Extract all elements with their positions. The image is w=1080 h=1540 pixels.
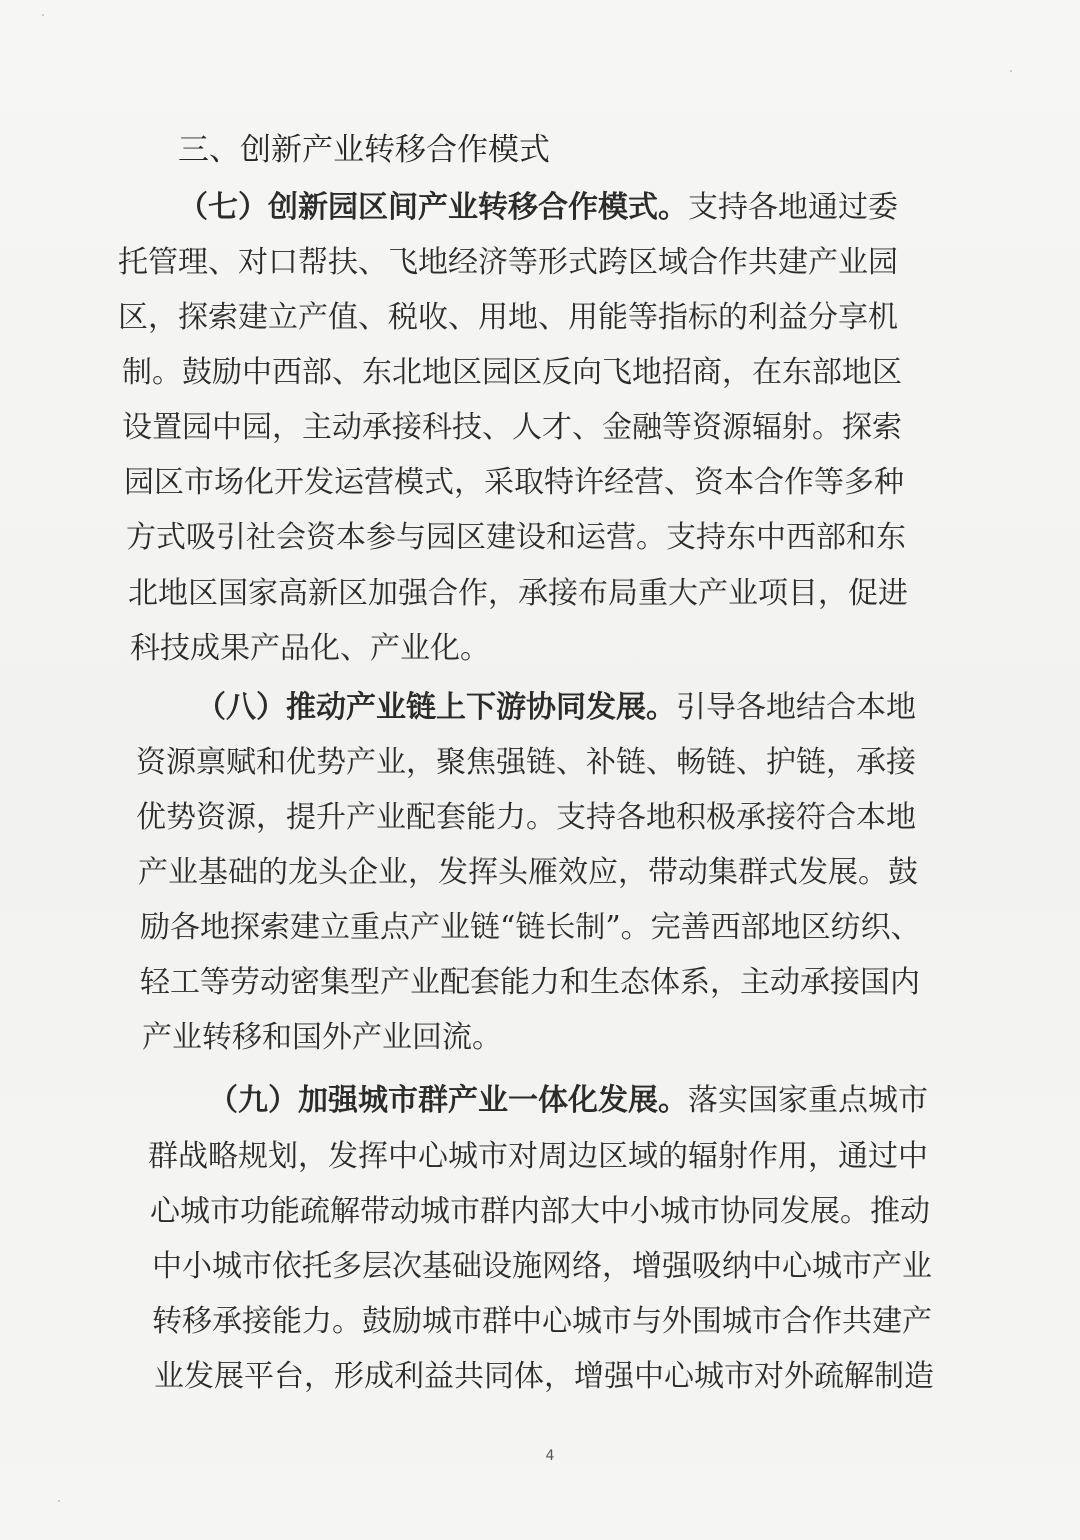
section8-line: 优势资源，提升产业配套能力。支持各地积极承接符合本地: [136, 800, 916, 835]
section-heading: 三、创新产业转移合作模式: [178, 132, 550, 168]
section9-first-line-rest: 落实国家重点城市: [688, 1083, 928, 1118]
page-number: 4: [545, 1448, 555, 1464]
section9-first-line: [208, 1081, 928, 1121]
section7-first-line-rest: 支持各地通过委: [688, 190, 898, 225]
section7-line: 区，探索建立产值、税收、用地、用能等指标的利益分享机: [118, 300, 898, 335]
section9-title: （九）加强城市群产业一体化发展。: [208, 1083, 688, 1118]
section9-line: 群战略规划，发挥中心城市对周边区域的辐射作用，通过中: [148, 1139, 928, 1174]
section8-line: 资源禀赋和优势产业，聚焦强链、补链、畅链、护链，承接: [136, 745, 916, 780]
section7-line: 方式吸引社会资本参与园区建设和运营。支持东中西部和东: [126, 520, 906, 555]
section7-line: 北地区国家高新区加强合作，承接布局重大产业项目，促进: [128, 576, 908, 611]
section8-line: 轻工等劳动密集型产业配套能力和生态体系，主动承接国内: [140, 965, 920, 1000]
section9-line: 心城市功能疏解带动城市群内部大中小城市协同发展。推动: [150, 1194, 930, 1229]
scan-speck: [58, 1500, 60, 1502]
section7-line: 制。鼓励中西部、东北地区园区反向飞地招商，在东部地区: [122, 355, 902, 390]
scan-speck: [1010, 70, 1012, 72]
scan-speck: [42, 14, 44, 16]
section8-line: 产业转移和国外产业回流。: [142, 1020, 502, 1055]
section8-line: 产业基础的龙头企业，发挥头雁效应，带动集群式发展。鼓: [138, 855, 918, 890]
section9-line: 中小城市依托多层次基础设施网络，增强吸纳中心城市产业: [152, 1249, 932, 1284]
section9-line: 转移承接能力。鼓励城市群中心城市与外围城市合作共建产: [152, 1304, 932, 1339]
section8-first-line-rest: 引导各地结合本地: [676, 690, 916, 725]
section9-line: 业发展平台，形成利益共同体，增强中心城市对外疏解制造: [154, 1359, 934, 1394]
section7-line: 托管理、对口帮扶、飞地经济等形式跨区域合作共建产业园: [118, 245, 898, 280]
section8-line: 励各地探索建立重点产业链“链长制”。完善西部地区纺织、: [140, 910, 921, 945]
section7-title: （七）创新园区间产业转移合作模式。: [178, 190, 688, 225]
section7-line: 园区市场化开发运营模式，采取特许经营、资本合作等多种: [124, 465, 904, 500]
section7-line: 科技成果产品化、产业化。: [130, 631, 490, 666]
section7-line: 设置园中园，主动承接科技、人才、金融等资源辐射。探索: [122, 410, 902, 445]
section7-first-line: [178, 188, 898, 228]
section8-title: （八）推动产业链上下游协同发展。: [196, 690, 676, 725]
section8-first-line: [196, 688, 916, 728]
